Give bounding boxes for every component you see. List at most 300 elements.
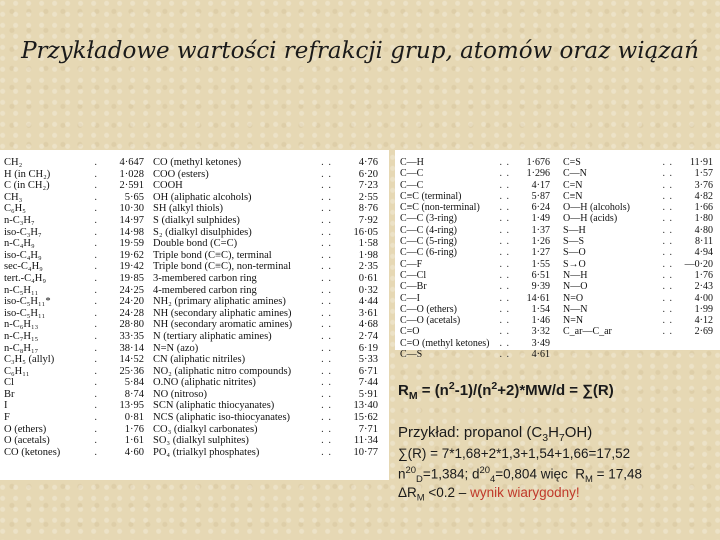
table-row: [4, 227, 144, 239]
row-label: S (dialkyl sulphides): [153, 214, 240, 226]
row-label: C—I: [400, 292, 420, 304]
row-value: 3·61: [358, 307, 378, 319]
slide-title: Przykładowe wartości refrakcji grup, atomów oraz wiązań: [21, 38, 699, 64]
table-row: [4, 203, 144, 215]
row-label: NO (nitroso): [153, 388, 207, 400]
row-value: 2·55: [358, 191, 378, 203]
table-row: [153, 424, 378, 436]
row-label: C—C: [400, 179, 424, 191]
dot-leader: . .: [321, 191, 332, 203]
row-value: 11·34: [353, 435, 378, 447]
table-row: [153, 331, 378, 343]
row-value: 1·028: [119, 168, 144, 180]
row-label: O (acetals): [4, 435, 50, 447]
row-label: O.NO (aliphatic nitrites): [153, 377, 256, 389]
dot-leader: . .: [321, 226, 332, 238]
row-value: 2·35: [358, 261, 378, 273]
row-label: C≡C (terminal): [400, 190, 462, 202]
dot-leader: .: [94, 296, 98, 308]
row-label: iso-C₅H₁₁*: [4, 296, 51, 308]
row-label: NH (secondary aliphatic amines): [153, 307, 292, 319]
row-label: C=O: [400, 326, 420, 338]
dot-leader: . .: [321, 238, 332, 250]
dot-leader: . .: [662, 258, 673, 270]
row-label: N=N: [563, 315, 584, 327]
dot-leader: . .: [662, 224, 673, 236]
table-row: [4, 285, 144, 297]
dot-leader: .: [94, 307, 98, 319]
table-row: [153, 296, 378, 308]
dot-leader: . .: [321, 307, 332, 319]
row-value: 10·30: [119, 203, 144, 215]
row-value: 6·20: [358, 168, 378, 180]
table-row: [153, 215, 378, 227]
row-value: 28·80: [119, 319, 144, 331]
row-label: O—H (acids): [563, 213, 618, 225]
row-value: 9·39: [531, 281, 550, 293]
row-value: 3·49: [531, 337, 550, 349]
table-row: [400, 180, 550, 191]
dot-leader: . .: [499, 236, 510, 248]
row-label: CO (methyl ketones): [153, 157, 242, 168]
row-label: CN (aliphatic nitriles): [153, 354, 246, 366]
table-row: [4, 192, 144, 204]
table-row: [4, 273, 144, 285]
dot-leader: . .: [321, 284, 332, 296]
dot-leader: .: [94, 412, 98, 424]
row-value: 0·61: [358, 272, 378, 284]
dot-leader: . .: [321, 412, 332, 424]
row-value: 1·49: [531, 213, 550, 225]
table-row: [153, 180, 378, 192]
row-label: C₃H₅ (allyl): [4, 354, 55, 366]
table-row: [400, 236, 550, 247]
table-row: [153, 250, 378, 262]
row-value: 1·26: [531, 236, 550, 248]
row-value: 5·87: [531, 190, 550, 202]
table-row: [4, 157, 144, 169]
table-row: [153, 192, 378, 204]
row-value: 8·11: [695, 236, 713, 248]
row-label: NO₂ (aliphatic nitro compounds): [153, 365, 292, 377]
table-row: [400, 270, 550, 281]
dot-leader: .: [94, 168, 98, 180]
dot-leader: . .: [662, 168, 673, 180]
table-row: [4, 412, 144, 424]
dot-leader: . .: [321, 157, 332, 168]
dot-leader: . .: [321, 319, 332, 331]
table-row: [4, 343, 144, 355]
table-row: [400, 293, 550, 304]
table-row: [4, 238, 144, 250]
table-row: [563, 281, 713, 292]
row-value: 1·296: [526, 168, 550, 180]
table-row: [153, 238, 378, 250]
dot-leader: . .: [321, 180, 332, 192]
dot-leader: .: [94, 330, 98, 342]
row-label: C—S: [400, 349, 423, 361]
row-value: 5·84: [124, 377, 144, 389]
row-value: 25·36: [119, 365, 144, 377]
row-value: 1·27: [531, 247, 550, 259]
table-column-groups: [4, 157, 144, 458]
row-value: 0·32: [358, 284, 378, 296]
dot-leader: .: [94, 284, 98, 296]
row-label: N—H: [563, 269, 588, 281]
row-value: 8·74: [124, 388, 144, 400]
dot-leader: . .: [499, 224, 510, 236]
dot-leader: .: [94, 203, 98, 215]
row-label: n-C₇H₁₅: [4, 330, 39, 342]
dot-leader: .: [94, 423, 98, 435]
row-value: 1·37: [531, 224, 550, 236]
row-value: 1·57: [694, 168, 713, 180]
row-label: C₆H₁₁: [4, 365, 30, 377]
row-label: n-C₆H₁₃: [4, 319, 39, 331]
dot-leader: . .: [662, 247, 673, 259]
row-label: Cl: [4, 377, 14, 389]
row-label: iso-C₄H₉: [4, 249, 42, 261]
dot-leader: . .: [321, 168, 332, 180]
row-label: C—N: [563, 168, 587, 180]
table-row: [400, 213, 550, 224]
row-value: 7·71: [358, 423, 378, 435]
row-value: 5·91: [358, 388, 378, 400]
table-row: [400, 202, 550, 213]
dot-leader: .: [94, 157, 98, 168]
dot-leader: . .: [662, 202, 673, 214]
row-value: 4·44: [358, 296, 378, 308]
dot-leader: . .: [499, 315, 510, 327]
dot-leader: . .: [499, 202, 510, 214]
row-value: 6·19: [358, 342, 378, 354]
row-value: 1·76: [124, 423, 144, 435]
row-label: S→O: [563, 258, 586, 270]
row-label: iso-C₃H₇: [4, 226, 42, 238]
row-value: 3·76: [694, 179, 713, 191]
row-value: 2·591: [119, 180, 144, 192]
dot-leader: . .: [321, 249, 332, 261]
measured-values: $n^{20}_D=1,384$; $d^{20}_4=0,804$ więc $R_M = 17,48$: [398, 465, 643, 486]
table-row: [4, 435, 144, 447]
table-row: [563, 270, 713, 281]
row-label: S—O: [563, 247, 586, 259]
dot-leader: . .: [321, 354, 332, 366]
row-label: CH₂: [4, 157, 23, 168]
row-label: iso-C₅H₁₁: [4, 307, 46, 319]
table-row: [4, 308, 144, 320]
row-value: 19·59: [119, 238, 144, 250]
table-row: [153, 366, 378, 378]
table-row: [153, 227, 378, 239]
dot-leader: . .: [321, 296, 332, 308]
dot-leader: .: [94, 238, 98, 250]
table-row: [4, 400, 144, 412]
table-row: [153, 203, 378, 215]
row-value: 13·95: [119, 400, 144, 412]
bond-refraction-table: [395, 150, 720, 361]
dot-leader: . .: [499, 292, 510, 304]
dot-leader: . .: [321, 377, 332, 389]
dot-leader: . .: [662, 281, 673, 293]
row-label: SO₃ (dialkyl sulphites): [153, 435, 249, 447]
row-label: C=N: [563, 179, 583, 191]
row-label: COOH: [153, 180, 183, 192]
row-value: 7·23: [358, 180, 378, 192]
row-value: 1·46: [531, 315, 550, 327]
row-value: 15·62: [353, 412, 378, 424]
table-row: [563, 304, 713, 315]
row-label: NH₂ (primary aliphatic amines): [153, 296, 286, 308]
dot-leader: . .: [499, 179, 510, 191]
table-row: [563, 247, 713, 258]
row-label: n-C₈H₁₇: [4, 342, 39, 354]
dot-leader: . .: [499, 349, 510, 361]
row-label: C=O (methyl ketones): [400, 337, 490, 349]
dot-leader: . .: [321, 365, 332, 377]
dot-leader: . .: [321, 261, 332, 273]
row-label: NCS (aliphatic iso-thiocyanates): [153, 412, 291, 424]
row-value: 1·676: [526, 157, 550, 168]
row-label: I: [4, 400, 8, 412]
dot-leader: . .: [321, 272, 332, 284]
row-label: C—C: [400, 168, 424, 180]
row-label: C—H: [400, 157, 424, 168]
table-row: [563, 315, 713, 326]
table-row: [400, 191, 550, 202]
table-column-bonds-groups: [153, 157, 378, 458]
table-row: [153, 273, 378, 285]
dot-leader: .: [94, 272, 98, 284]
dot-leader: . .: [662, 190, 673, 202]
row-value: 19·42: [119, 261, 144, 273]
dot-leader: . .: [499, 337, 510, 349]
dot-leader: .: [94, 435, 98, 447]
row-value: 4·68: [358, 319, 378, 331]
table-row: [153, 389, 378, 401]
row-label: C—Br: [400, 281, 427, 293]
row-label: C—C (4-ring): [400, 224, 457, 236]
row-value: 7·92: [358, 214, 378, 226]
row-label: C₆H₅: [4, 203, 26, 215]
dot-leader: .: [94, 446, 98, 458]
dot-leader: .: [94, 354, 98, 366]
table-row: [563, 168, 713, 179]
row-value: 1·76: [694, 269, 713, 281]
dot-leader: .: [94, 261, 98, 273]
row-label: NH (secondary aromatic amines): [153, 319, 293, 331]
row-label: OH (aliphatic alcohols): [153, 191, 252, 203]
row-value: 1·98: [358, 249, 378, 261]
table-column-other-bonds: [563, 157, 713, 338]
dot-leader: . .: [499, 157, 510, 168]
row-label: C_ar—C_ar: [563, 326, 612, 338]
table-row: [400, 157, 550, 168]
dot-leader: . .: [662, 213, 673, 225]
row-value: 4·17: [531, 179, 550, 191]
row-label: C—C (3-ring): [400, 213, 457, 225]
dot-leader: . .: [662, 315, 673, 327]
dot-leader: . .: [662, 303, 673, 315]
row-label: O—H (alcohols): [563, 202, 630, 214]
dot-leader: .: [94, 400, 98, 412]
dot-leader: . .: [321, 388, 332, 400]
verdict-text: wynik wiarygodny!: [470, 485, 580, 500]
row-label: 4-membered carbon ring: [153, 284, 257, 296]
row-value: 16·05: [353, 226, 378, 238]
table-row: [4, 424, 144, 436]
row-label: N=O: [563, 292, 584, 304]
dot-leader: . .: [499, 213, 510, 225]
row-value: 2·69: [694, 326, 713, 338]
row-label: C=S: [563, 157, 581, 168]
row-label: Triple bond (C≡C), terminal: [153, 249, 272, 261]
row-label: Double bond (C=C): [153, 238, 238, 250]
dot-leader: . .: [662, 236, 673, 248]
dot-leader: .: [94, 191, 98, 203]
row-value: 38·14: [119, 342, 144, 354]
row-label: N—O: [563, 281, 588, 293]
table-row: [153, 261, 378, 273]
table-row: [4, 377, 144, 389]
table-row: [153, 319, 378, 331]
row-value: 19·62: [119, 249, 144, 261]
row-label: N (tertiary aliphatic amines): [153, 330, 272, 342]
dot-leader: . .: [321, 446, 332, 458]
table-row: [563, 259, 713, 270]
row-value: —0·20: [684, 258, 713, 270]
row-value: 7·44: [358, 377, 378, 389]
row-label: C—F: [400, 258, 423, 270]
row-value: 4·82: [694, 190, 713, 202]
row-label: SH (alkyl thiols): [153, 203, 223, 215]
table-row: [563, 293, 713, 304]
group-refraction-table: [0, 150, 389, 480]
row-label: O (ethers): [4, 423, 47, 435]
dot-leader: . .: [662, 157, 673, 168]
dot-leader: . .: [321, 203, 332, 215]
table-row: [153, 400, 378, 412]
row-label: S—H: [563, 224, 586, 236]
table-row: [400, 315, 550, 326]
table-row: [400, 247, 550, 258]
row-value: 24·28: [119, 307, 144, 319]
dot-leader: .: [94, 319, 98, 331]
row-label: H (in CH₂): [4, 168, 51, 180]
row-value: 4·80: [694, 224, 713, 236]
dot-leader: . .: [499, 258, 510, 270]
dot-leader: .: [94, 249, 98, 261]
row-value: 4·60: [124, 446, 144, 458]
row-value: 4·94: [694, 247, 713, 259]
dot-leader: . .: [662, 179, 673, 191]
table-row: [4, 331, 144, 343]
dot-leader: .: [94, 365, 98, 377]
table-row: [400, 168, 550, 179]
row-label: Br: [4, 388, 15, 400]
dot-leader: . .: [499, 168, 510, 180]
table-row: [4, 447, 144, 459]
table-row: [4, 180, 144, 192]
table-row: [563, 202, 713, 213]
dot-leader: . .: [321, 400, 332, 412]
row-value: 6·51: [531, 269, 550, 281]
dot-leader: . .: [321, 435, 332, 447]
dot-leader: .: [94, 214, 98, 226]
table-row: [4, 169, 144, 181]
table-row: [563, 157, 713, 168]
row-value: 24·20: [119, 296, 144, 308]
row-value: 4·647: [119, 157, 144, 168]
row-value: 1·54: [531, 303, 550, 315]
row-value: 4·61: [531, 349, 550, 361]
row-value: 4·12: [694, 315, 713, 327]
table-row: [153, 447, 378, 459]
row-value: 11·91: [690, 157, 713, 168]
sum-calculation: ∑(R) = 7*1,68+2*1,3+1,54+1,66=17,52: [398, 446, 631, 461]
row-label: C—C (5-ring): [400, 236, 457, 248]
row-value: 1·61: [124, 435, 144, 447]
dot-leader: . .: [499, 269, 510, 281]
table-row: [563, 213, 713, 224]
dot-leader: . .: [662, 292, 673, 304]
dot-leader: . .: [662, 326, 673, 338]
row-value: 14·98: [119, 226, 144, 238]
row-label: sec-C₄H₉: [4, 261, 43, 273]
table-row: [400, 304, 550, 315]
dot-leader: . .: [499, 281, 510, 293]
row-label: C—O (acetals): [400, 315, 461, 327]
row-label: C (in CH₂): [4, 180, 50, 192]
row-value: 5·65: [124, 191, 144, 203]
row-value: 1·55: [531, 258, 550, 270]
dot-leader: . .: [499, 247, 510, 259]
row-value: 1·66: [694, 202, 713, 214]
row-value: 5·33: [358, 354, 378, 366]
row-label: CO₃ (dialkyl carbonates): [153, 423, 258, 435]
table-row: [400, 326, 550, 337]
table-row: [153, 412, 378, 424]
dot-leader: . .: [321, 214, 332, 226]
row-value: 10·77: [353, 446, 378, 458]
table-row: [4, 261, 144, 273]
row-label: tert.-C₄H₉: [4, 272, 47, 284]
table-row: [4, 296, 144, 308]
table-row: [4, 250, 144, 262]
row-value: 14·97: [119, 214, 144, 226]
dot-leader: . .: [321, 342, 332, 354]
table-column-c-bonds: [400, 157, 550, 360]
row-label: Triple bond (C≡C), non-terminal: [153, 261, 291, 273]
row-label: C—O (ethers): [400, 303, 457, 315]
row-value: 19·85: [119, 272, 144, 284]
table-row: [563, 236, 713, 247]
row-value: 24·25: [119, 284, 144, 296]
table-row: [153, 169, 378, 181]
dot-leader: . .: [499, 303, 510, 315]
row-label: C≡N: [563, 190, 583, 202]
row-label: SCN (aliphatic thiocyanates): [153, 400, 275, 412]
example-title: Przykład: propanol $(C_3H_7OH)$: [398, 424, 593, 444]
table-row: [4, 366, 144, 378]
row-value: 3·32: [531, 326, 550, 338]
table-row: [4, 215, 144, 227]
table-row: [400, 225, 550, 236]
row-value: 1·80: [694, 213, 713, 225]
table-row: [563, 225, 713, 236]
dot-leader: .: [94, 388, 98, 400]
dot-leader: . .: [321, 423, 332, 435]
